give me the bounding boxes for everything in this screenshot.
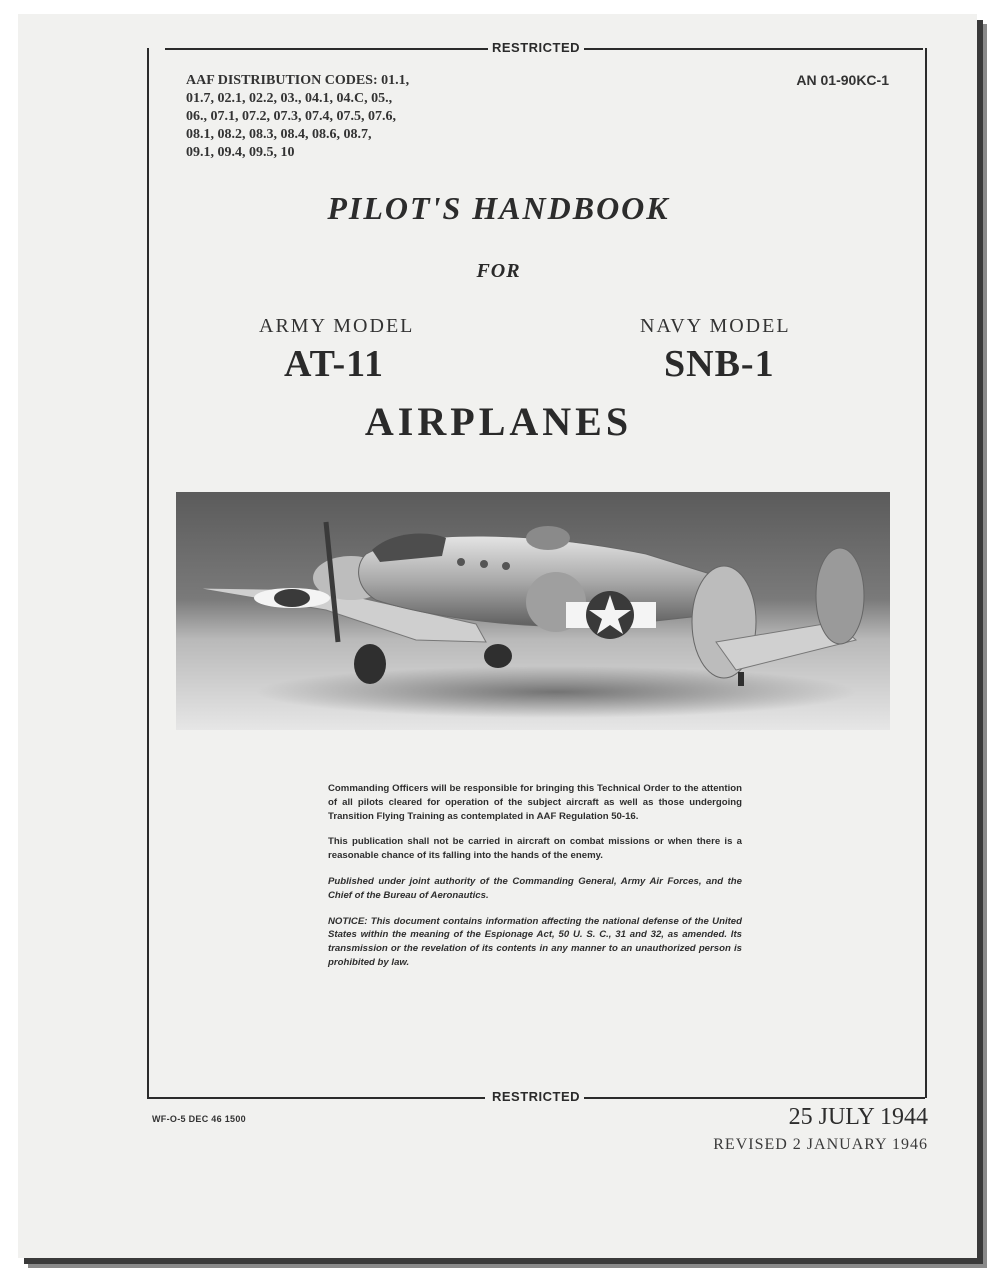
top-rule-right (578, 48, 923, 50)
notice-paragraph: Commanding Officers will be responsible for bringing this Technical Order to the attention of all pilots cleared for operation of the subject aircraft as well as those undergoing Transition Flying Training as contemplated in AAF Regulation 50-16. (328, 783, 742, 822)
distribution-line: AAF DISTRIBUTION CODES: 01.1, (186, 73, 410, 88)
restricted-bottom-label: RESTRICTED (488, 1089, 584, 1104)
navy-model-number: SNB-1 (664, 343, 775, 385)
distribution-line: 01.7, 02.1, 02.2, 03., 04.1, 04.C, 05., (186, 91, 393, 106)
notice-block (328, 782, 742, 982)
notice-paragraph: NOTICE: This document contains information affecting the national defense of the United States within the meaning of the Espionage Act, 50 U. S. C., 31 and 32, as amended. Its transmission or the revelation of its contents in any manner to an unauthorized person is prohibited by law. (328, 915, 742, 968)
distribution-line: 08.1, 08.2, 08.3, 08.4, 08.6, 08.7, (186, 127, 372, 142)
handbook-title: PILOT'S HANDBOOK (327, 190, 670, 226)
navy-model-label: NAVY MODEL (640, 315, 791, 337)
bottom-rule-right (582, 1097, 925, 1099)
restricted-top-label: RESTRICTED (488, 40, 584, 55)
print-code: WF-O-5 DEC 46 1500 (152, 1114, 246, 1124)
revision-date: REVISED 2 JANUARY 1946 (713, 1136, 928, 1153)
publication-date: 25 JULY 1944 (788, 1104, 928, 1130)
airplanes-heading: AIRPLANES (364, 399, 633, 444)
distribution-codes (186, 72, 486, 162)
army-model-number: AT-11 (284, 343, 385, 385)
top-rule-left (165, 48, 490, 50)
for-label: FOR (476, 260, 521, 282)
distribution-line: 09.1, 09.4, 09.5, 10 (186, 145, 295, 160)
notice-paragraph: Published under joint authority of the Commanding General, Army Air Forces, and the Chief of the Bureau of Aeronautics. (328, 875, 742, 901)
bottom-rule-left (147, 1097, 485, 1099)
army-model-label: ARMY MODEL (259, 315, 415, 337)
airplane-photo (176, 492, 890, 730)
distribution-line: 06., 07.1, 07.2, 07.3, 07.4, 07.5, 07.6, (186, 109, 396, 124)
notice-paragraph: This publication shall not be carried in aircraft on combat missions or when there is a reasonable chance of its falling into the hands of the enemy. (328, 836, 742, 862)
document-number: AN 01-90KC-1 (796, 72, 889, 88)
